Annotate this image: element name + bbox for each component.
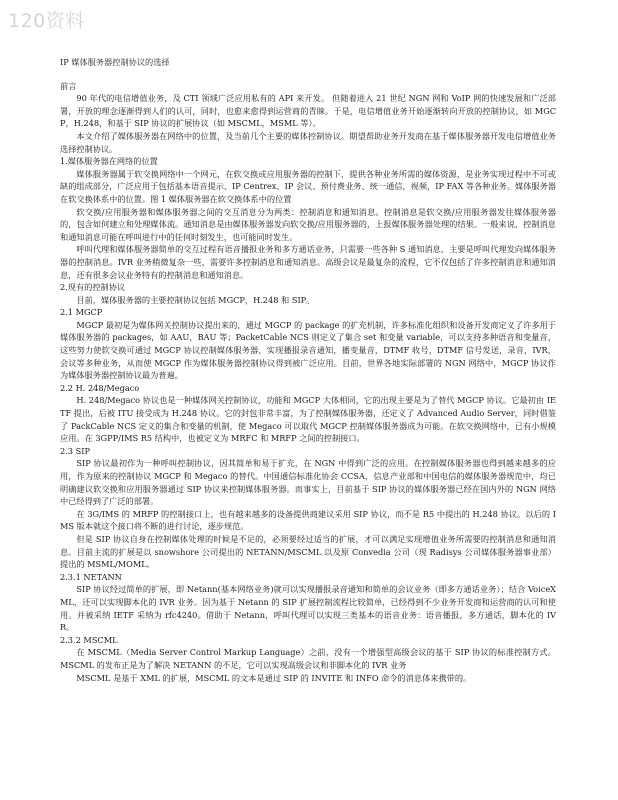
paragraph: MGCP 最初是为媒体网关控制协议提出来的，通过 MGCP 的 package 的扩充机制，许多标准化组织和设备开发商定义了许多用于媒体服务器的 packages，如 AAU，BAU 等；PacketCable NCS 则定义了集合 set 和变量 variable，可以支持多种语音和变量音，这些努力使软交换可通过 MGCP 协议控制媒体服务器，实现播报录音通知，播变量音，DTMF 收号，DTMF 信号发送，录音，IVR，会议等多种业务，从而使 MGCP 作为媒体服务器控制协议得到被广泛应用。目前，世界各地实际部署的 NGN 网络中，MGCP 协议作为媒体服务器控制协议最为普遍。 [60, 319, 556, 381]
section-heading: 2.现有的控制协议 [60, 282, 126, 293]
paragraph: 目前，媒体服务器的主要控制协议包括 MGCP，H.248 和 SIP。 [76, 294, 315, 305]
subsection-heading: 2.1 MGCP [60, 307, 103, 318]
paragraph: 软交换/应用服务器和媒体服务器之间的交互消息分为两类：控制消息和通知消息。控制消息是软交换/应用服务器发往媒体服务器的，包含如何建立和处理媒体流。通知消息是由媒体服务器发向软交换/应用服务器的，上报媒体服务器处理的结果。一般来说，控制消息和通知消息可能在呼叫进行中的任何时刻发生，也可能同时发生。 [60, 206, 556, 242]
watermark-logo: 120资料 [8, 10, 85, 32]
paragraph: 但是 SIP 协议自身在控制媒体处理的时候是不足的，必须要经过适当的扩展，才可以满足实现增值业务所需要的控制消息和通知消息。目前主流的扩展是以 snowshore 公司提出的 NETANN/MSCML 以及原 Convedia 公司（现 Radisys 公司媒体服务器事业部）提出的 MSML/MOML。 [60, 533, 556, 570]
heading-intro: 前言 [60, 80, 77, 91]
paragraph: 在 3G/IMS 的 MRFP 的控制接口上，也有越来越多的设备提供商建议采用 SIP 协议，而不是 R5 中提出的 H.248 协议。以后的 IMS 版本就这个接口将不断的进行讨论，逐步规范。 [60, 508, 556, 532]
paragraph: 呼叫代理和媒体服务器简单的交互过程有语音播报业务和多方通话业务，只需要一些各种 S 通知消息，主要是呼叫代理发向媒体服务器的控制消息。IVR 业务稍微复杂一些，需要许多控制消息和通知消息。高级会议是最复杂的流程，它不仅包括了许多控制消息和通知消息，还有很多会议业务特有的控制消息和通知消息。 [60, 244, 556, 280]
paragraph: 在 MSCML（Media Server Control Markup Language）之前，没有一个增强型高级会议的基于 SIP 协议的标准控制方式。 MSCML 的发布正是为了解决 NETANN 的不足，它可以实现高级会议和非脚本化的 IVR 业务 [60, 647, 556, 670]
paragraph: 本文介绍了媒体服务器在网络中的位置，及当前几个主要的媒体控制协议。期望帮助业务开发商在基于媒体服务器开发电信增值业务选择控制协议。 [60, 130, 556, 154]
subsection-heading: 2.3.2 MSCML [60, 634, 118, 645]
document-title: IP 媒体服务器控制协议的选择 [60, 57, 170, 67]
paragraph: SIP 协议经过简单的扩展，即 Netann(基本网络业务)就可以实现播报录音通知和简单的会议业务（即多方通话业务）；结合 VoiceXML，还可以实现脚本化的 IVR 业务。因为基于 Netann 的 SIP 扩展控制流程比较简单，已经得到不少业务开发商和运营商的认可和使用。并被采纳 IETF 采纳为 rfc4240。借助于 Netann，呼叫代理可以实现三类基本的语音业务：语音播报，多方通话，脚本化的 IVR。 [60, 584, 556, 633]
section-heading: 1.媒体服务器在网络的位置 [60, 156, 158, 167]
subsection-heading: 2.3.1 NETANN [60, 571, 122, 582]
paragraph: 媒体服务器属于软交换网络中一个网元，在软交换或应用服务器的控制下，提供各种业务所需的媒体资源，是业务实现过程中不可或缺的组成部分，广泛应用于包括基本语音提示、IP Centrex、IP 会议、预付费业务、统一通信，视频，IP FAX 等各种业务。媒体服务器在软交换体系中的位置。图 1 媒体服务器在软交换体系中的位置 [60, 168, 556, 204]
paragraph: SIP 协议最初作为一种呼叫控制协议，因其简单和易于扩充，在 NGN 中得到广泛的应用。在控制媒体服务器也得到越来越多的应用，作为原来的控制协议 MGCP 和 Megaco 的替代。中国通信标准化协会 CCSA，信息产业部和中国电信的媒体服务器规范中，均已明确建议软交换和应用服务器通过 SIP 协议来控制媒体服务器。而事实上，目前基于 SIP 协议的媒体服务器已经在国内外的 NGN 网络中已经得到了广泛的部署。 [60, 458, 556, 507]
document-body [60, 56, 556, 684]
subsection-heading: 2.2 H. 248/Megaco [60, 382, 140, 393]
paragraph: 90 年代的电信增值业务，及 CTI 领域广泛应用私有的 API 来开发。 但随着进入 21 世纪 NGN 网和 VoIP 网的快速发展和广泛部署，开放的理念逐渐得到人们的认可，同时，也愈来愈得到运营商的青睐。于是，电信增值业务开始逐渐转向开放的控制协议，如 MGCP，H.248，和基于 SIP 协议的扩展协议（如 MSCML，MSML 等）。 [60, 93, 556, 129]
paragraph: MSCML 是基于 XML 的扩展，MSCML 的文本是通过 SIP 的 INVITE 和 INFO 命令的消息体来携带的。 [76, 672, 472, 683]
paragraph: H. 248/Megaco 协议也是一种媒体网关控制协议，功能和 MGCP 大体相同，它的出现主要是为了替代 MGCP 协议。它最初由 IETF 提出，后被 ITU 接受成为 H.248 协议。它的封包非常丰富，为了控制媒体服务器，还定义了 Advanced Audio Server，同时借鉴了 PackCable NCS 定义的集合和变量的机制，使 Megaco 可以取代 MGCP 控制媒体服务器成为可能。在软交换网络中，已有小规模应用。在 3GPP/IMS R5 结构中，也被定义为 MRFC 和 MRFP 之间的控制接口。 [60, 395, 556, 444]
subsection-heading: 2.3 SIP [60, 445, 90, 456]
